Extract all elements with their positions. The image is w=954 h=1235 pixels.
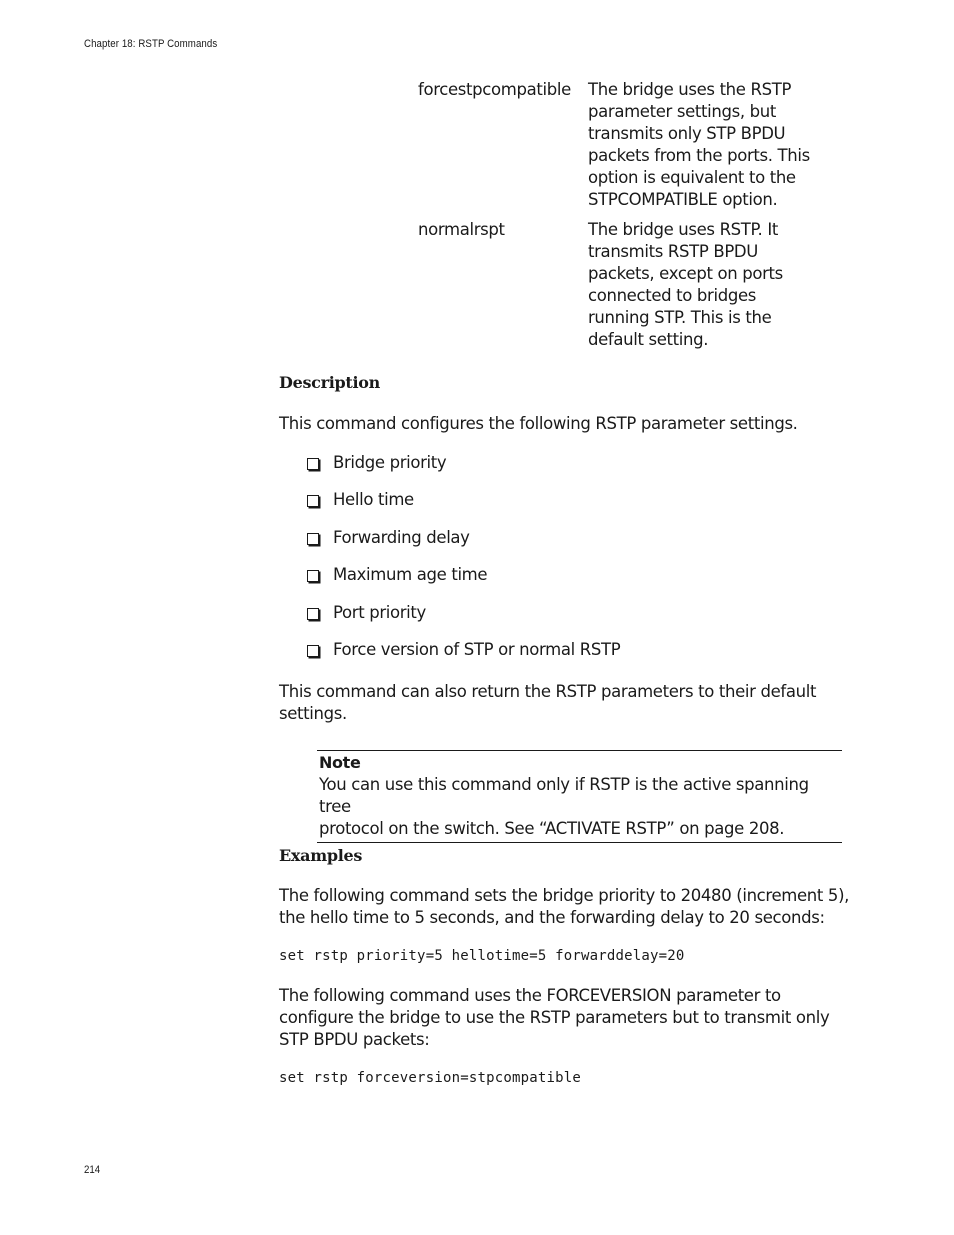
description-line: default setting. [588, 330, 709, 349]
checkbox-bullet-icon [307, 533, 319, 545]
option-description [588, 79, 833, 211]
option-description [588, 219, 833, 351]
description-heading: Description [279, 373, 380, 392]
note-line: You can use this command only if RSTP is the active spanning tree [319, 775, 809, 816]
description-line: transmits RSTP BPDU [588, 242, 759, 261]
description-intro: This command configures the following RSTP parameter settings. [279, 414, 798, 433]
list-item-label: Bridge priority [333, 453, 447, 472]
list-item [307, 602, 620, 639]
note-line: protocol on the switch. See “ACTIVATE RSTP” on page 208. [319, 819, 785, 838]
paragraph-line: STP BPDU packets: [279, 1030, 430, 1049]
list-item-label: Force version of STP or normal RSTP [333, 639, 621, 659]
description-line: transmits only STP BPDU [588, 124, 786, 143]
paragraph-line: The following command uses the FORCEVERSION parameter to [279, 986, 781, 1005]
list-item [307, 489, 620, 526]
note-title: Note [319, 753, 361, 772]
checkbox-bullet-icon [307, 570, 319, 582]
description-line: packets from the ports. This [588, 146, 810, 165]
description-line: The bridge uses the RSTP [588, 80, 792, 99]
list-item [307, 527, 620, 564]
checkbox-bullet-icon [307, 495, 319, 507]
paragraph-line: the hello time to 5 seconds, and the forwarding delay to 20 seconds: [279, 908, 825, 927]
example-2-text [279, 985, 851, 1051]
option-name: normalrspt [418, 220, 505, 239]
list-item-label: Maximum age time [333, 565, 488, 585]
list-item [307, 452, 620, 489]
description-closing [279, 681, 851, 725]
examples-heading: Examples [279, 846, 363, 865]
list-item-label: Hello time [333, 490, 414, 510]
list-item [307, 639, 620, 676]
list-item [307, 564, 620, 601]
checkbox-bullet-icon [307, 608, 319, 620]
paragraph-line: This command can also return the RSTP parameters to their default [279, 682, 817, 701]
option-name: forcestpcompatible [418, 80, 571, 99]
parameter-bullet-list [307, 452, 620, 676]
description-line: running STP. This is the [588, 308, 772, 327]
description-line: STPCOMPATIBLE option. [588, 190, 778, 209]
example-2-code: set rstp forceversion=stpcompatible [279, 1070, 582, 1086]
description-line: option is equivalent to the [588, 168, 796, 187]
list-item-label: Port priority [333, 602, 426, 622]
paragraph-line: configure the bridge to use the RSTP parameters but to transmit only [279, 1008, 830, 1027]
example-1-text [279, 885, 851, 929]
description-line: The bridge uses RSTP. It [588, 220, 778, 239]
checkbox-bullet-icon [307, 458, 319, 470]
page-number: 214 [84, 1164, 101, 1176]
description-line: packets, except on ports [588, 264, 783, 283]
paragraph-line: settings. [279, 704, 347, 723]
note-box [317, 750, 842, 843]
note-text [317, 774, 842, 840]
running-header: Chapter 18: RSTP Commands [84, 38, 218, 50]
paragraph-line: The following command sets the bridge priority to 20480 (increment 5), [279, 886, 850, 905]
checkbox-bullet-icon [307, 645, 319, 657]
example-1-code: set rstp priority=5 hellotime=5 forwarddelay=20 [279, 948, 685, 964]
description-line: connected to bridges [588, 286, 756, 305]
list-item-label: Forwarding delay [333, 527, 470, 547]
description-line: parameter settings, but [588, 102, 776, 121]
